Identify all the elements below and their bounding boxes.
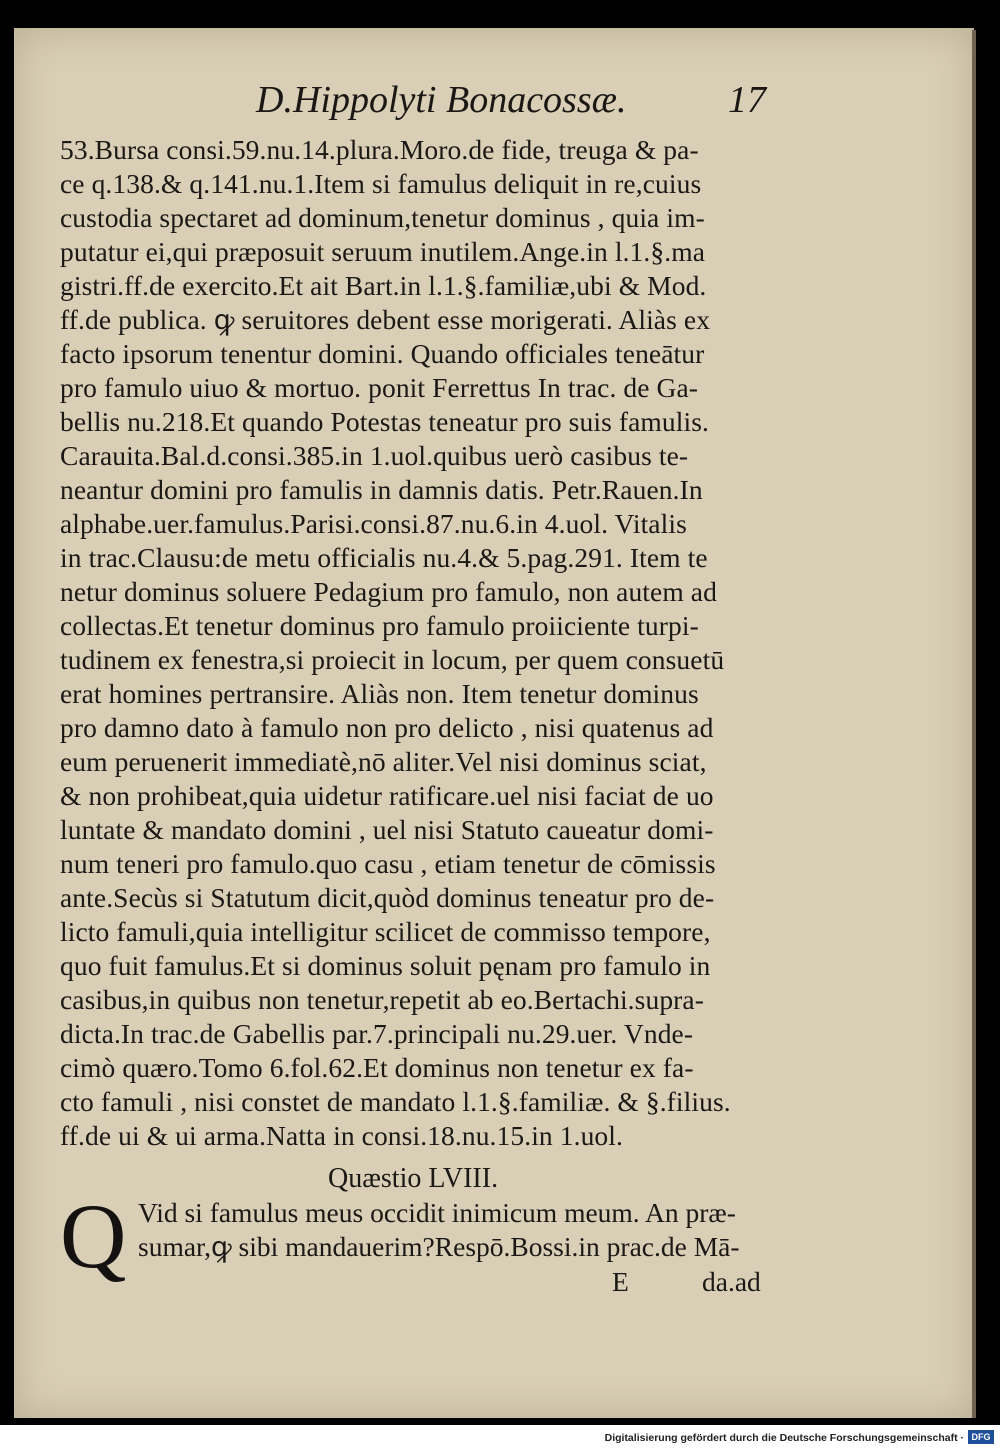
text-line: casibus,in quibus non tenetur,repetit ab eo.Bertachi.supra- [60,984,704,1015]
drop-cap-initial: Q [60,1185,127,1287]
page-edge [972,30,976,1418]
catchword: da.ad [702,1266,761,1297]
text-line: facto ipsorum tenentur domini. Quando officiales teneātur [60,338,705,369]
text-line: tudinem ex fenestra,si proiecit in locum, per quem consuetū [60,644,725,675]
text-line: ante.Secùs si Statutum dicit,quòd dominus teneatur pro de- [60,882,715,913]
text-line: neantur domini pro famulis in damnis datis. Petr.Rauen.In [60,474,703,505]
text-line: netur dominus soluere Pedagium pro famulo, non autem ad [60,576,717,607]
text-line: num teneri pro famulo.quo casu , etiam tenetur de cōmissis [60,848,716,879]
text-line: & non prohibeat,quia uidetur ratificare.uel nisi faciat de uo [60,780,714,811]
running-title: D.Hippolyti Bonacossæ. [256,79,627,121]
text-line: Carauita.Bal.d.consi.385.in 1.uol.quibus uerò casibus te- [60,440,689,471]
text-line: eum peruenerit immediatè,nō aliter.Vel nisi dominus sciat, [60,746,707,777]
text-line: erat homines pertransire. Aliàs non. Item tenetur dominus [60,678,699,709]
text-line: pro famulo uiuo & mortuo. ponit Ferrettus In trac. de Ga- [60,372,699,403]
section-heading: Quæstio LVIII. [328,1163,499,1194]
text-line: collectas.Et tenetur dominus pro famulo proiiciente turpi- [60,610,699,641]
page-header [0,78,1000,128]
text-line: putatur ei,qui præposuit seruum inutilem.Ange.in l.1.§.ma [60,236,705,267]
text-line: licto famuli,quia intelligitur scilicet de commisso tempore, [60,916,711,947]
text-line: cto famuli , nisi constet de mandato l.1.§.familiæ. & §.filius. [60,1086,731,1117]
funding-credit: Digitalisierung gefördert durch die Deutsche Forschungsgemeinschaft · [604,1432,964,1444]
text-line: pro damno dato à famulo non pro delicto , nisi quatenus ad [60,712,714,743]
dfg-logo: DFG [968,1430,994,1444]
text-line: in trac.Clausu:de metu officialis nu.4.& 5.pag.291. Item te [60,542,708,573]
text-line: dicta.In trac.de Gabellis par.7.principali nu.29.uer. Vnde- [60,1018,694,1049]
page-number: 17 [728,79,766,121]
text-line: luntate & mandato domini , uel nisi Statuto caueatur domi- [60,814,714,845]
text-line: gistri.ff.de exercito.Et ait Bart.in l.1.§.familiæ,ubi & Mod. [60,270,707,301]
body-text [60,133,820,1153]
section-text-line: Vid si famulus meus occidit inimicum meum. An præ- [138,1197,736,1228]
signature-mark: E [612,1266,629,1297]
text-line: ff.de publica. ꝙ seruitores debent esse morigerati. Aliàs ex [60,304,711,335]
digitization-footer [0,1425,1000,1450]
text-line: ce q.138.& q.141.nu.1.Item si famulus deliquit in re,cuius [60,168,702,199]
text-line: alphabe.uer.famulus.Parisi.consi.87.nu.6.in 4.uol. Vitalis [60,508,687,539]
text-line: cimò quæro.Tomo 6.fol.62.Et dominus non tenetur ex fa- [60,1052,694,1083]
section-text-line: sumar,ꝙ sibi mandauerim?Respō.Bossi.in prac.de Mā- [138,1231,740,1262]
text-line: ff.de ui & ui arma.Natta in consi.18.nu.15.in 1.uol. [60,1120,624,1151]
text-line: bellis nu.218.Et quando Potestas teneatur pro suis famulis. [60,406,710,437]
text-line: quo fuit famulus.Et si dominus soluit pęnam pro famulo in [60,950,711,981]
text-line: custodia spectaret ad dominum,tenetur dominus , quia im- [60,202,705,233]
text-line: 53.Bursa consi.59.nu.14.plura.Moro.de fide, treuga & pa- [60,134,699,165]
